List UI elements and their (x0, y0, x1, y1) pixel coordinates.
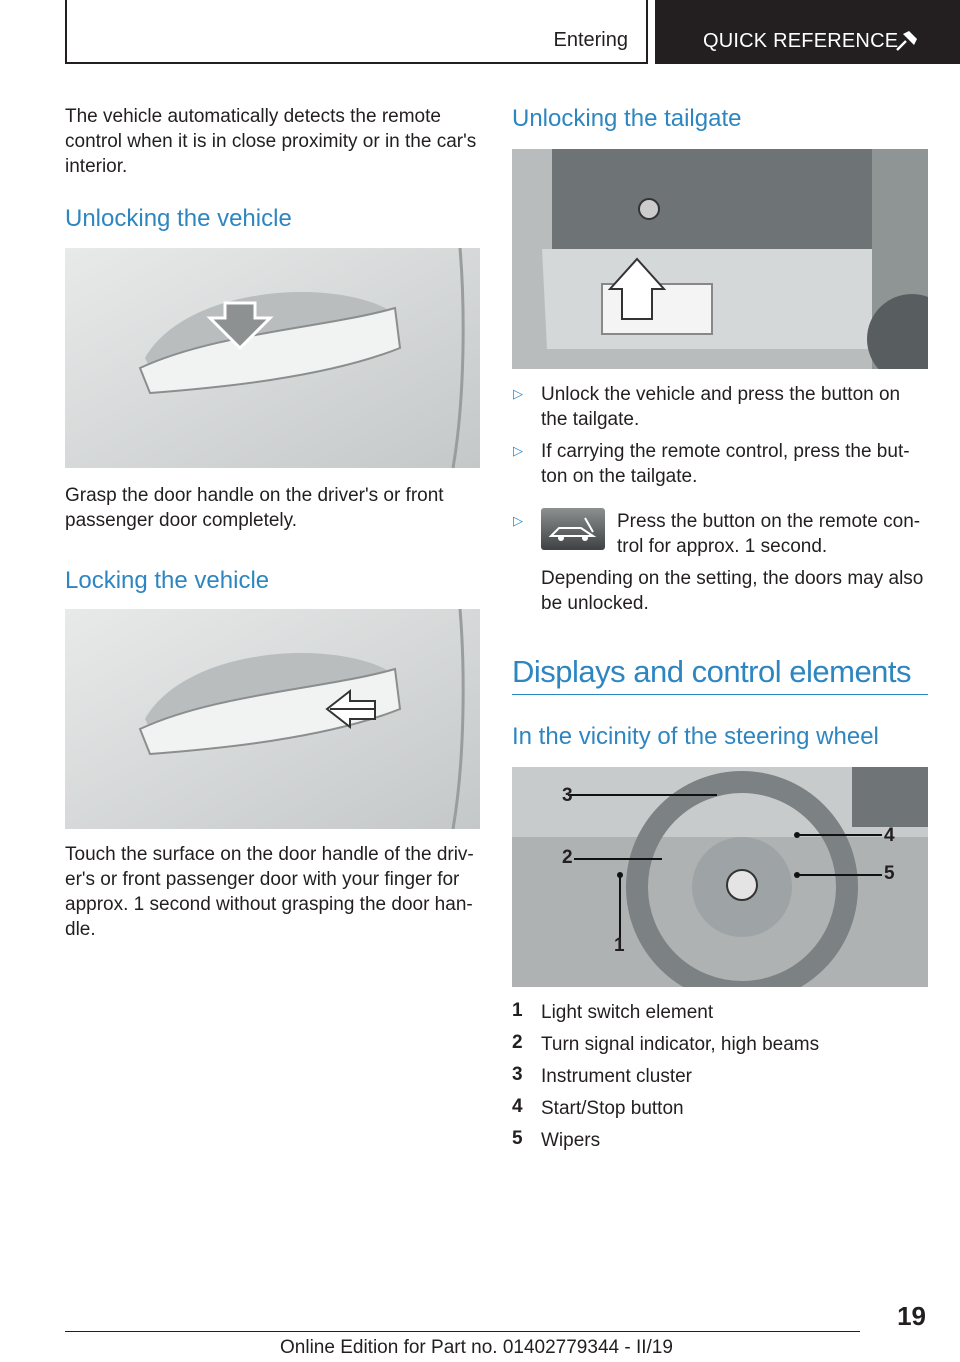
legend-item (512, 1032, 928, 1064)
unlock-vehicle-heading: Unlocking the vehicle (65, 205, 292, 232)
tailgate-image (512, 149, 928, 369)
callout-5: 5 (884, 863, 895, 884)
legend-item (512, 1128, 928, 1160)
callout-1: 1 (614, 935, 625, 956)
footer-rule (65, 1331, 860, 1332)
callout-3: 3 (562, 785, 573, 806)
legend-label: Wipers (541, 1130, 601, 1151)
remote-tailgate-button-icon (541, 508, 605, 550)
tailgate-bullet-1: Unlock the vehicle and press the button on the tailgate. (541, 384, 901, 430)
door-handle-lock-image (65, 609, 480, 829)
page-number: 19 (897, 1301, 926, 1331)
lock-vehicle-heading: Locking the vehicle (65, 567, 270, 594)
legend-number: 2 (512, 1032, 523, 1053)
tailgate-bullet-2: If carrying the remote control, press the but-ton on the tailgate. (541, 441, 910, 487)
legend-number: 5 (512, 1128, 523, 1149)
edition-footer: Online Edition for Part no. 01402779344 - II/19 (280, 1337, 673, 1358)
door-handle-unlock-image (65, 248, 480, 468)
intro-paragraph: The vehicle automatically detects the remote control when it is in close proximity or in the car's interior. (65, 106, 477, 177)
legend-item (512, 1000, 928, 1032)
bullet-marker-3: ▷ (513, 513, 523, 528)
steering-wheel-image (512, 767, 928, 987)
tailgate-bullet-3: Press the button on the remote con-trol for approx. 1 second. (617, 511, 921, 557)
section-title: Entering (553, 29, 628, 51)
legend-number: 1 (512, 1000, 523, 1021)
legend-label: Instrument cluster (541, 1066, 692, 1087)
bullet-marker-1: ▷ (513, 386, 523, 401)
callout-4: 4 (884, 825, 895, 846)
header-section-box (65, 0, 648, 64)
legend-label: Light switch element (541, 1002, 714, 1023)
wrench-pin-icon (895, 30, 919, 52)
displays-controls-heading: Displays and control elements (512, 654, 912, 689)
legend-label: Start/Stop button (541, 1098, 684, 1119)
chapter-title: QUICK REFERENCE (703, 30, 899, 52)
legend-number: 4 (512, 1096, 523, 1117)
bullet-marker-2: ▷ (513, 443, 523, 458)
unlock-instruction: Grasp the door handle on the driver's or front passenger door completely. (65, 485, 444, 531)
chapter-tab[interactable] (655, 0, 960, 64)
callout-2: 2 (562, 847, 573, 868)
lock-instruction: Touch the surface on the door handle of the driv-er's or front passenger door with your finger for approx. 1 second without grasping the door han-dle. (65, 844, 474, 940)
legend-item (512, 1096, 928, 1128)
legend-label: Turn signal indicator, high beams (541, 1034, 820, 1055)
heading-rule (512, 694, 928, 695)
unlock-tailgate-heading: Unlocking the tailgate (512, 105, 742, 132)
legend-list (512, 1000, 928, 1160)
steering-wheel-heading: In the vicinity of the steering wheel (512, 723, 879, 750)
legend-item (512, 1064, 928, 1096)
legend-number: 3 (512, 1064, 523, 1085)
tailgate-bullet-3-note: Depending on the setting, the doors may also be unlocked. (541, 568, 924, 614)
